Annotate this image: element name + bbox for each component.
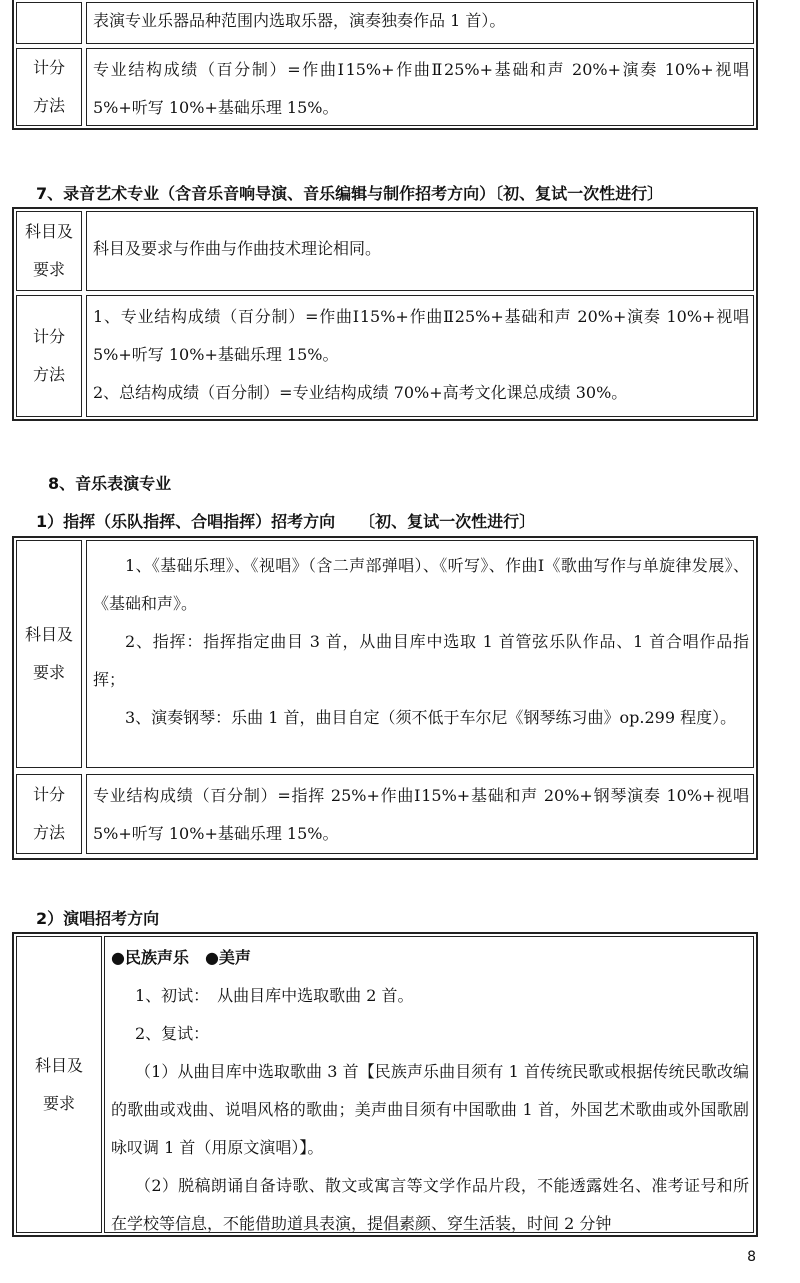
- section8-sub2-heading: 2）演唱招考方向: [36, 909, 160, 928]
- section7-row2-label: 计分 方法: [16, 295, 82, 417]
- section8-heading: 8、音乐表演专业: [48, 474, 172, 493]
- sub2-bullets: ●民族声乐 ●美声: [111, 948, 251, 967]
- section7-heading: 7、录音艺术专业（含音乐音响导演、音乐编辑与制作招考方向）〔初、复试一次性进行〕: [36, 184, 664, 203]
- top-row1-label: [16, 2, 82, 44]
- top-row1-content: 表演专业乐器品种范围内选取乐器，演奏独奏作品 1 首）。: [86, 2, 754, 44]
- section8-sub1-heading: 1）指挥（乐队指挥、合唱指挥）招考方向 〔初、复试一次性进行〕: [36, 512, 536, 531]
- top-table: [12, 0, 758, 130]
- top-row2-content: 专业结构成绩（百分制）=作曲Ⅰ15%+作曲Ⅱ25%+基础和声 20%+演奏 10%+视唱 5%+听写 10%+基础乐理 15%。: [86, 48, 754, 126]
- sub1-row2-content: 专业结构成绩（百分制）=指挥 25%+作曲Ⅰ15%+基础和声 20%+钢琴演奏 10%+视唱 5%+听写 10%+基础乐理 15%。: [86, 774, 754, 854]
- sub2-content: ●民族声乐 ●美声 1、初试： 从曲目库中选取歌曲 2 首。 2、复试： （1）从曲目库中选取歌曲 3 首【民族声乐曲目须有 1 首传统民歌或根据传统民歌改编的歌曲或戏曲、说唱风格的歌曲；美声曲目须有中国歌曲 1 首，外国艺术歌曲或外国歌剧咏叹调 1 首（用原文演唱）】。 （2）脱稿朗诵自备诗歌、散文或寓言等文学作品片段，不能透露姓名、准考证号和所在学校等信息，不能借助道具表演，提倡素颜、穿生活装，时间 2 分钟: [104, 936, 754, 1233]
- section7-row1-label: 科目及 要求: [16, 211, 82, 291]
- page-number: 8: [747, 1249, 756, 1265]
- sub1-row1-label: 科目及 要求: [16, 540, 82, 768]
- sub2-label: 科目及 要求: [16, 936, 102, 1233]
- section7-row2-content: 1、专业结构成绩（百分制）=作曲Ⅰ15%+作曲Ⅱ25%+基础和声 20%+演奏 10%+视唱 5%+听写 10%+基础乐理 15%。 2、总结构成绩（百分制）=专业结构成绩 70%+高考文化课总成绩 30%。: [86, 295, 754, 417]
- section7-table: [12, 207, 758, 421]
- section8-sub1-table: [12, 536, 758, 860]
- top-row2-label: 计分 方法: [16, 48, 82, 126]
- sub1-row2-label: 计分 方法: [16, 774, 82, 854]
- section7-row1-content: 科目及要求与作曲与作曲技术理论相同。: [86, 211, 754, 291]
- sub1-row1-content: 1、《基础乐理》、《视唱》（含二声部弹唱）、《听写》、作曲Ⅰ《歌曲写作与单旋律发展》、《基础和声》。 2、指挥：指挥指定曲目 3 首，从曲目库中选取 1 首管弦乐队作品、1 首合唱作品指挥； 3、演奏钢琴：乐曲 1 首，曲目自定（须不低于车尔尼《钢琴练习曲》op.299 程度）。: [86, 540, 754, 768]
- section8-sub2-table: [12, 932, 758, 1237]
